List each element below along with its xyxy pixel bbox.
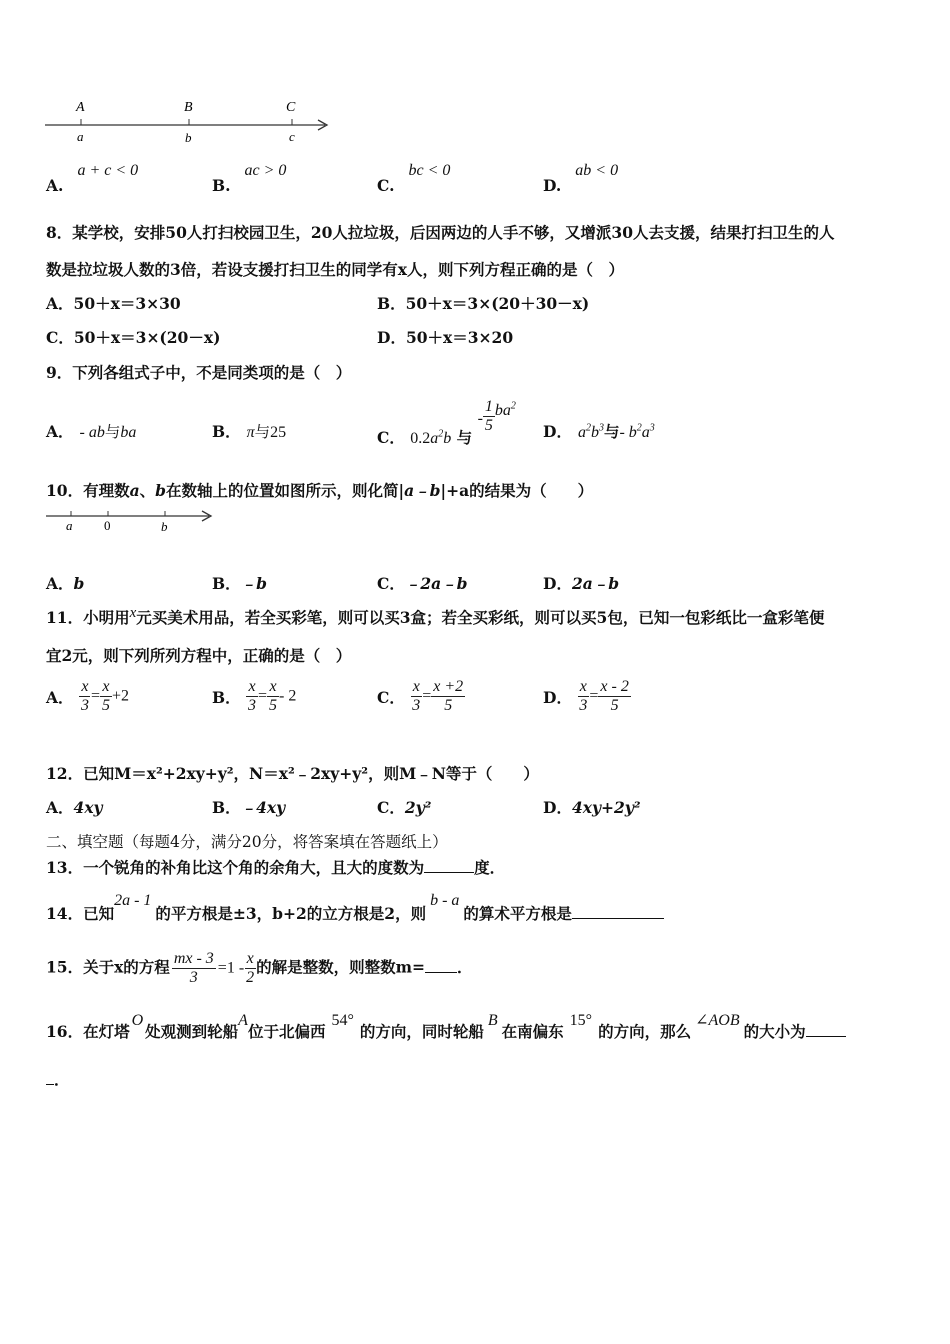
point-label-b: b [185, 130, 192, 145]
q15-answer-blank [425, 958, 457, 973]
q9-option-a: A． - ab与ba [46, 422, 137, 441]
q9-option-b: B． π与25 [212, 422, 287, 441]
axis-label-0: 0 [104, 518, 111, 533]
q16-tail: ． [46, 1068, 70, 1090]
q7-option-b: B.ac > 0 [212, 162, 287, 195]
point-label-A: A [76, 100, 85, 115]
q13-stem: 13．一个锐角的补角比这个角的余角大，且大的度数为 度． [46, 858, 506, 877]
point-label-B: B [184, 100, 193, 115]
q13-answer-blank [424, 858, 474, 873]
q8-option-b: B．50＋x＝3×(20＋30－x) [377, 294, 590, 313]
number-line-abc [40, 95, 340, 150]
q10-stem: 10．有理数a、b在数轴上的位置如图所示，则化简|a﹣b|+a的结果为（ ） [46, 481, 594, 500]
q8-option-a: A．50＋x＝3×30 [46, 294, 181, 313]
q15-stem: 15．关于x的方程 $\frac{mx - 3}{3}$ =1 - $\frac{x}{2}$ 的解是整数，则整数m= ． [46, 950, 473, 986]
section-title-fill-in: 二、填空题（每题4分，满分20分，将答案填在答题纸上） [46, 833, 448, 851]
q11-option-a: A． $\frac{x}{3}$ = $\frac{x}{5}$ +2 [46, 678, 129, 714]
point-label-a: a [77, 129, 84, 144]
axis-label-a: a [66, 518, 73, 533]
q16-answer-blank [806, 1022, 846, 1037]
q9-option-c: C． $0.2a^2b$ 与 - $\frac{1}{5}$ $ba^2$ [377, 398, 516, 447]
point-label-c: c [289, 129, 295, 144]
q12-option-a: A．4xy [46, 798, 103, 817]
q14-answer-blank [572, 904, 664, 919]
q11-option-b: B． $\frac{x}{3}$ = $\frac{x}{5}$ - 2 [212, 678, 297, 714]
q7-option-c: C.bc < 0 [377, 162, 451, 195]
number-line-a0b [44, 506, 219, 536]
q7-option-a: A.a + c < 0 [46, 162, 139, 195]
q12-option-c: C．2y² [377, 798, 432, 817]
q11-stem-line2: 宜2元，则下列所列方程中，正确的是（ ） [46, 646, 352, 665]
q9-option-d: D． $a^2b^3$与- $b^2a^3$ [543, 422, 655, 441]
q12-option-d: D．4xy+2y² [543, 798, 641, 817]
q7-option-d: D.ab < 0 [543, 162, 619, 195]
q16-stem: 16．在灯塔O处观测到轮船A位于北偏西54°的方向，同时轮船B在南偏东15°的方向，那么∠AOB的大小为 [46, 1008, 846, 1030]
q11-option-d: D． $\frac{x}{3}$ = $\frac{x - 2}{5}$ [543, 678, 629, 714]
q10-option-b: B．﹣b [212, 574, 267, 593]
q11-stem-line1: 11．小明用x元买美术用品，若全买彩笔，则可以买3盒；若全买彩纸，则可以买5包，已知一包彩纸比一盒彩笔便 [46, 605, 825, 627]
q8-option-c: C．50＋x＝3×(20－x) [46, 328, 221, 347]
q10-option-c: C．﹣2a﹣b [377, 574, 468, 593]
point-label-C: C [286, 100, 296, 115]
q14-stem: 14．已知2a - 1的平方根是±3，b+2的立方根是2，则b - a的算术平方根是 [46, 888, 664, 910]
q10-option-a: A．b [46, 574, 85, 593]
q12-stem: 12．已知M＝x²+2xy+y²，N＝x²﹣2xy+y²，则M﹣N等于（ ） [46, 764, 539, 783]
q8-option-d: D．50＋x＝3×20 [377, 328, 514, 347]
axis-label-b: b [161, 519, 168, 534]
q8-stem-line2: 数是拉垃圾人数的3倍，若设支援打扫卫生的同学有x人，则下列方程正确的是（ ） [46, 260, 625, 279]
q9-stem: 9．下列各组式子中，不是同类项的是（ ） [46, 363, 352, 382]
q10-option-d: D．2a﹣b [543, 574, 620, 593]
q11-option-c: C． $\frac{x}{3}$ = $\frac{x +2}{5}$ [377, 678, 464, 714]
q8-stem-line1: 8．某学校，安排50人打扫校园卫生，20人拉垃圾，后因两边的人手不够，又增派30人去支援，结果打扫卫生的人 [46, 223, 835, 242]
q12-option-b: B．﹣4xy [212, 798, 286, 817]
